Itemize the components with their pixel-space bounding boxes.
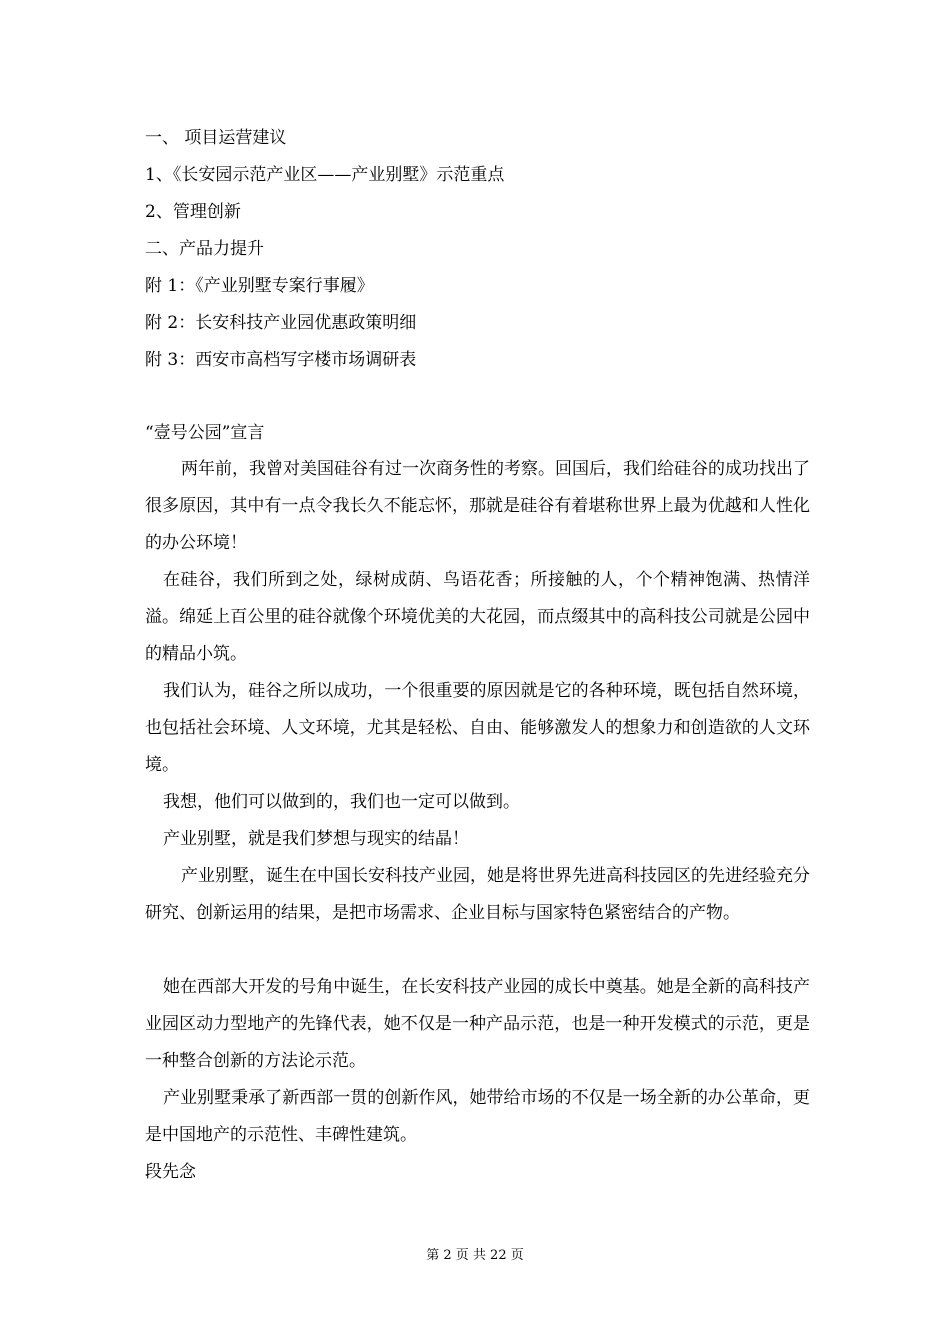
manifesto-paragraph-7: 她在西部大开发的号角中诞生，在长安科技产业园的成长中奠基。她是全新的高科技产业园区动力型地产的先锋代表，她不仅是一种产品示范，也是一种开发模式的示范，更是一种整合创新的方法论示范。 xyxy=(145,977,810,1071)
page-footer: 第 2 页 共 22 页 xyxy=(426,1248,524,1263)
toc-item-1: 一、 项目运营建议 xyxy=(145,128,287,148)
toc-item-7: 附 3：西安市高档写字楼市场调研表 xyxy=(145,350,417,370)
manifesto-paragraph-2: 在硅谷，我们所到之处，绿树成荫、鸟语花香；所接触的人，个个精神饱满、热情洋溢。绵延上百公里的硅谷就像个环境优美的大花园，而点缀其中的高科技公司就是公园中的精品小筑。 xyxy=(145,570,810,664)
signature: 段先念 xyxy=(145,1162,196,1182)
manifesto-paragraph-5: 产业别墅，就是我们梦想与现实的结晶！ xyxy=(163,829,469,849)
manifesto-paragraph-4: 我想，他们可以做到的，我们也一定可以做到。 xyxy=(163,792,520,812)
manifesto-paragraph-1: 两年前，我曾对美国硅谷有过一次商务性的考察。回国后，我们给硅谷的成功找出了很多原因，其中有一点令我长久不能忘怀，那就是硅谷有着堪称世界上最为优越和人性化的办公环境！ xyxy=(145,459,810,553)
manifesto-paragraph-8: 产业别墅秉承了新西部一贯的创新作风，她带给市场的不仅是一场全新的办公革命，更是中国地产的示范性、丰碑性建筑。 xyxy=(145,1088,810,1145)
toc-item-4: 二、产品力提升 xyxy=(145,239,264,259)
toc-item-6: 附 2：长安科技产业园优惠政策明细 xyxy=(145,313,417,333)
manifesto-paragraph-6: 产业别墅，诞生在中国长安科技产业园，她是将世界先进高科技园区的先进经验充分研究、创新运用的结果，是把市场需求、企业目标与国家特色紧密结合的产物。 xyxy=(145,866,810,923)
toc-item-2: 1、《长安园示范产业区——产业别墅》示范重点 xyxy=(145,165,505,185)
manifesto-title: “壹号公园”宣言 xyxy=(145,423,265,443)
toc-item-3: 2、管理创新 xyxy=(145,202,241,222)
manifesto-paragraph-3: 我们认为，硅谷之所以成功，一个很重要的原因就是它的各种环境，既包括自然环境，也包括社会环境、人文环境，尤其是轻松、自由、能够激发人的想象力和创造欲的人文环境。 xyxy=(145,681,810,775)
toc-item-5: 附 1：《产业别墅专案行事履》 xyxy=(145,276,374,296)
